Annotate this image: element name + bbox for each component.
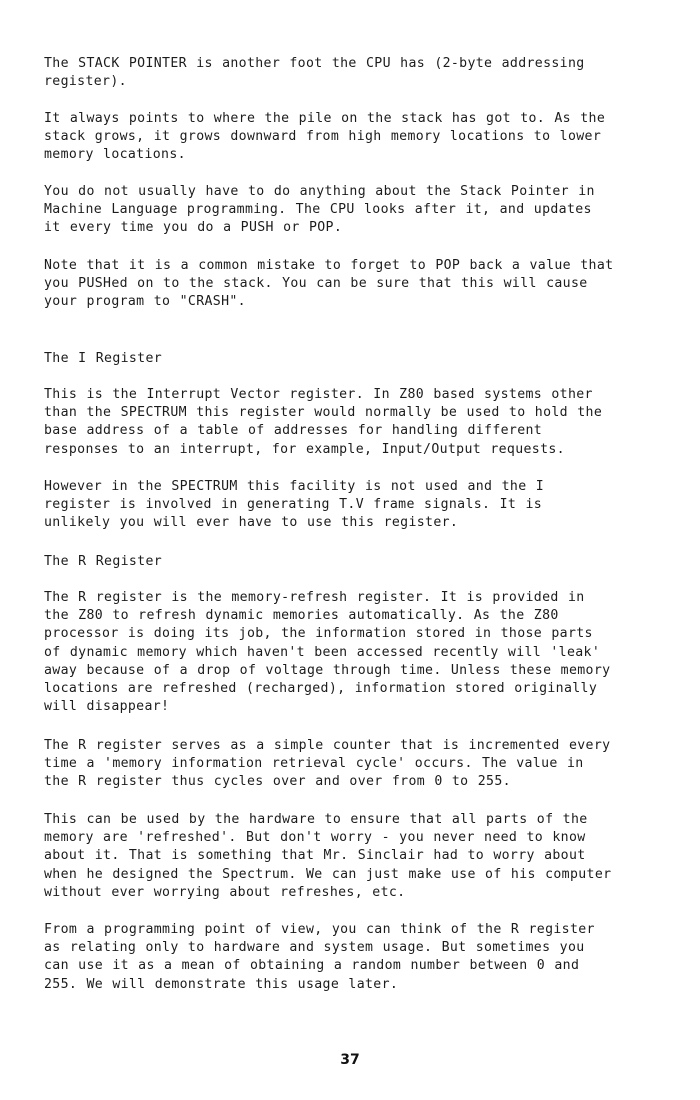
text-line: it every time you do a PUSH or POP.: [44, 220, 343, 236]
text-line: the Z80 to refresh dynamic memories automatically. As the Z80: [44, 608, 559, 624]
paragraph-stack-growth: [44, 110, 674, 165]
paragraph-memory-refresh: [44, 589, 674, 716]
text-line: memory locations.: [44, 147, 186, 163]
text-line: without ever worrying about refreshes, etc.: [44, 884, 406, 900]
paragraph-push-pop-warning: [44, 257, 674, 312]
text-line: base address of a table of addresses for handling different: [44, 423, 543, 439]
text-line: This is the Interrupt Vector register. In Z80 based systems other: [44, 387, 593, 402]
text-line: register is involved in generating T.V frame signals. It is: [44, 497, 543, 513]
text-line: you PUSHed on to the stack. You can be sure that this will cause: [44, 276, 588, 292]
page-number: 37: [340, 1052, 360, 1068]
paragraph-stack-pointer-intro: [44, 55, 674, 91]
text-line: than the SPECTRUM this register would normally be used to hold the: [44, 405, 603, 421]
paragraph-programming-view: [44, 921, 674, 994]
text-line: locations are refreshed (recharged), information stored originally: [44, 680, 598, 696]
section-heading: The R Register: [44, 554, 163, 569]
paragraph-interrupt-vector: [44, 386, 674, 459]
text-line: your program to "CRASH".: [44, 294, 246, 310]
text-line: away because of a drop of voltage through time. Unless these memory: [44, 662, 611, 678]
text-line: However in the SPECTRUM this facility is not used and the I: [44, 479, 545, 494]
text-line: will disappear!: [44, 699, 170, 715]
text-line: unlikely you will ever have to use this register.: [44, 515, 459, 531]
text-line: You do not usually have to do anything about the Stack Pointer in: [44, 184, 595, 199]
text-line: This can be used by the hardware to ensure that all parts of the: [44, 812, 588, 827]
text-line: The STACK POINTER is another foot the CPU has (2-byte addressing: [44, 56, 585, 71]
paragraph-spectrum-i-register: [44, 478, 674, 533]
text-line: Machine Language programming. The CPU looks after it, and updates: [44, 202, 592, 218]
text-line: time a 'memory information retrieval cycle' occurs. The value in: [44, 756, 584, 772]
text-line: can use it as a mean of obtaining a random number between 0 and: [44, 958, 580, 974]
text-line: 255. We will demonstrate this usage later.: [44, 976, 399, 992]
section-heading: The I Register: [44, 351, 163, 366]
text-line: It always points to where the pile on the stack has got to. As the: [44, 111, 606, 126]
text-line: register).: [44, 74, 127, 90]
paragraph-stack-pointer-usage: [44, 183, 674, 238]
text-line: when he designed the Spectrum. We can just make use of his computer: [44, 866, 612, 882]
text-line: The R register serves as a simple counter that is incremented every: [44, 738, 611, 753]
text-line: From a programming point of view, you can think of the R register: [44, 922, 595, 937]
text-line: the R register thus cycles over and over from 0 to 255.: [44, 774, 511, 790]
text-line: processor is doing its job, the information stored in those parts: [44, 626, 593, 642]
paragraph-r-register-counter: [44, 737, 674, 792]
heading-r-register: [44, 553, 674, 571]
paragraph-hardware-refresh: [44, 811, 674, 902]
heading-i-register: [44, 350, 674, 368]
text-line: Note that it is a common mistake to forget to POP back a value that: [44, 258, 614, 273]
text-line: about it. That is something that Mr. Sinclair had to worry about: [44, 848, 586, 864]
text-line: stack grows, it grows downward from high memory locations to lower: [44, 129, 602, 145]
text-line: responses to an interrupt, for example, Input/Output requests.: [44, 441, 565, 457]
text-line: memory are 'refreshed'. But don't worry - you never need to know: [44, 830, 586, 846]
text-line: of dynamic memory which haven't been accessed recently will 'leak': [44, 644, 601, 660]
text-line: as relating only to hardware and system usage. But sometimes you: [44, 940, 585, 956]
text-line: The R register is the memory-refresh register. It is provided in: [44, 590, 585, 605]
